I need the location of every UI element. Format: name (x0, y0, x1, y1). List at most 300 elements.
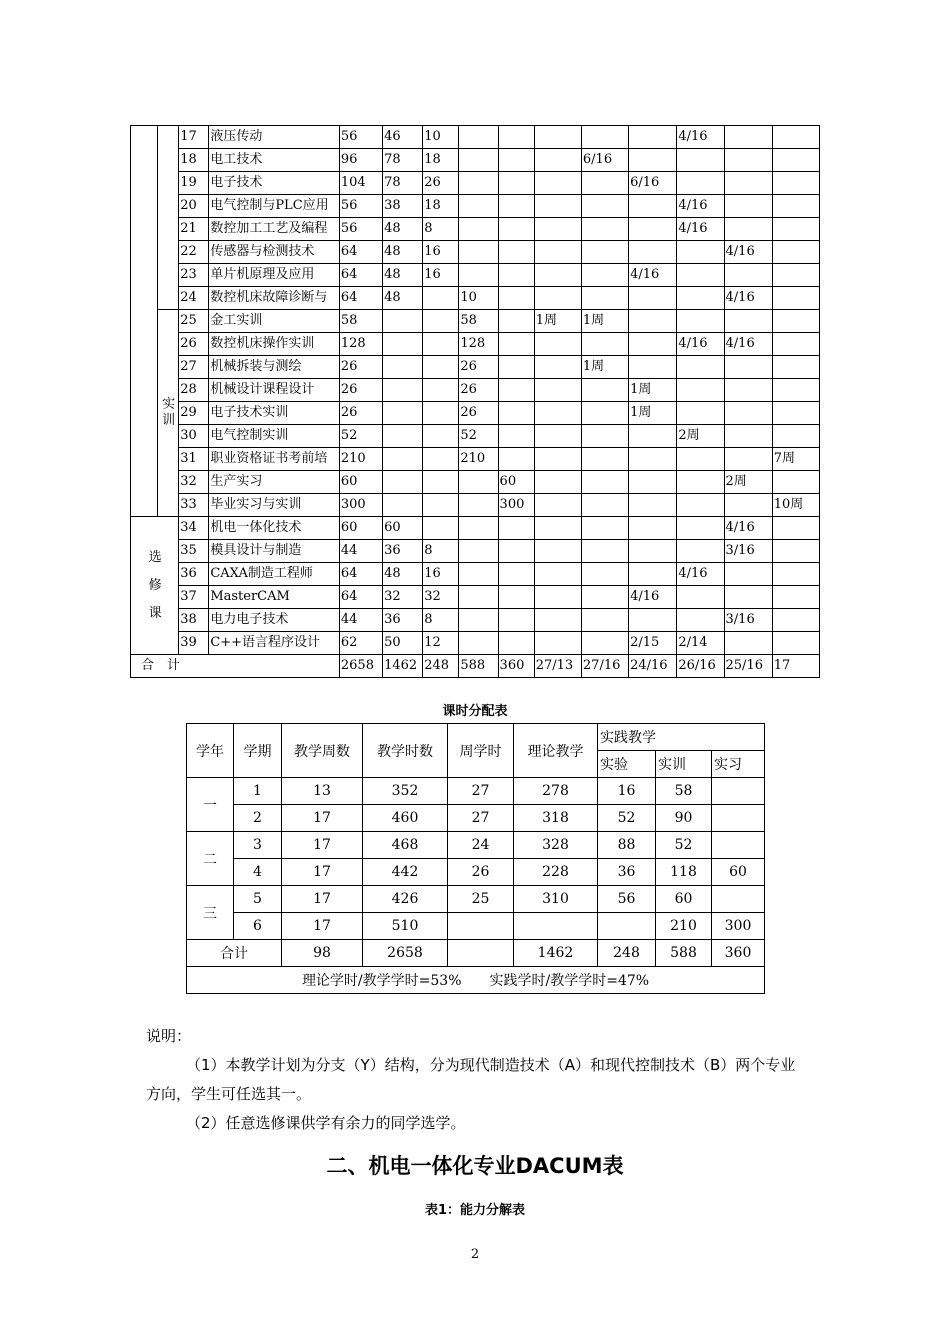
course-name: 液压传动 (209, 126, 340, 149)
table-cell: 60 (339, 471, 382, 494)
course-name: 电气控制与PLC应用 (209, 195, 340, 218)
course-name: 数控机床故障诊断与 (209, 287, 340, 310)
row-number: 30 (179, 425, 209, 448)
table-cell (581, 218, 628, 241)
table-cell (498, 379, 534, 402)
header-weekly: 周学时 (448, 724, 514, 778)
table-row (187, 832, 765, 859)
table-cell (772, 540, 819, 563)
table-cell: 17 (282, 805, 363, 832)
table-cell: 2/15 (629, 632, 677, 655)
table-cell (581, 494, 628, 517)
table-cell (581, 172, 628, 195)
group-shixun-char: 训 (162, 413, 176, 428)
table-cell (459, 632, 498, 655)
table-cell (677, 471, 724, 494)
hours-table-caption: 课时分配表 (442, 704, 508, 719)
table-cell: 60 (712, 859, 765, 886)
table-row (131, 333, 820, 356)
table-cell (459, 264, 498, 287)
table-cell: 32 (383, 586, 423, 609)
table-cell: 6/16 (629, 172, 677, 195)
table-row (131, 287, 820, 310)
row-number: 35 (179, 540, 209, 563)
table-cell: 48 (383, 287, 423, 310)
table-cell (459, 494, 498, 517)
table-cell (459, 540, 498, 563)
table-cell: 2周 (724, 471, 772, 494)
table-cell: 210 (339, 448, 382, 471)
table-cell (459, 195, 498, 218)
table-cell (534, 402, 581, 425)
table-cell (724, 149, 772, 172)
table-cell (724, 563, 772, 586)
table-cell (677, 448, 724, 471)
course-name: 毕业实习与实训 (209, 494, 340, 517)
table-cell: 4 (234, 859, 282, 886)
table-cell: 426 (363, 886, 448, 913)
table-cell (423, 448, 459, 471)
table-cell: 4/16 (677, 333, 724, 356)
table-cell (423, 471, 459, 494)
table-cell: 118 (656, 859, 712, 886)
table-cell (534, 563, 581, 586)
course-name: 电子技术 (209, 172, 340, 195)
table-cell: 2周 (677, 425, 724, 448)
table-cell (677, 379, 724, 402)
table-cell (581, 586, 628, 609)
table-cell (498, 632, 534, 655)
table-cell (534, 264, 581, 287)
table-cell (629, 310, 677, 333)
table-cell (772, 563, 819, 586)
table-cell (498, 563, 534, 586)
table-cell: 13 (282, 778, 363, 805)
table-row (131, 402, 820, 425)
table-cell (534, 241, 581, 264)
table-row (131, 517, 820, 540)
table-cell (677, 494, 724, 517)
total-cell (448, 940, 514, 967)
table-cell: 128 (459, 333, 498, 356)
year-cell: 三 (187, 886, 234, 940)
table-cell (677, 356, 724, 379)
table-cell (724, 264, 772, 287)
table-cell: 27 (448, 805, 514, 832)
table-row (131, 310, 820, 333)
table-cell: 17 (282, 859, 363, 886)
table-cell (724, 379, 772, 402)
table-cell: 3/16 (724, 609, 772, 632)
table-cell: 48 (383, 563, 423, 586)
table-cell (581, 379, 628, 402)
course-name: 生产实习 (209, 471, 340, 494)
header-theory: 理论教学 (514, 724, 598, 778)
table-cell (772, 218, 819, 241)
table-cell (724, 195, 772, 218)
row-number: 18 (179, 149, 209, 172)
table-cell (772, 333, 819, 356)
table-cell: 60 (339, 517, 382, 540)
table-cell (459, 563, 498, 586)
table-cell: 26 (423, 172, 459, 195)
table-cell: 78 (383, 149, 423, 172)
table-cell (534, 149, 581, 172)
table-cell (383, 356, 423, 379)
table-row (187, 913, 765, 940)
course-name: 职业资格证书考前培 (209, 448, 340, 471)
table-cell (772, 402, 819, 425)
table-cell (383, 379, 423, 402)
table-cell: 228 (514, 859, 598, 886)
table-cell: 26 (339, 356, 382, 379)
table-cell: 4/16 (629, 586, 677, 609)
table-cell (629, 333, 677, 356)
table-cell (724, 586, 772, 609)
table-cell (724, 172, 772, 195)
course-name: 机械设计课程设计 (209, 379, 340, 402)
table-cell (498, 425, 534, 448)
table-row (131, 425, 820, 448)
table-cell (498, 310, 534, 333)
table-cell (423, 379, 459, 402)
table-cell (534, 218, 581, 241)
table-cell: 12 (423, 632, 459, 655)
table-cell (629, 471, 677, 494)
table-cell (724, 218, 772, 241)
total-cell: 248 (423, 655, 459, 678)
page-number: 2 (470, 1247, 480, 1262)
table-cell (534, 172, 581, 195)
notes (146, 1022, 806, 1138)
table-cell: 210 (656, 913, 712, 940)
table-cell (772, 172, 819, 195)
table-cell: 48 (383, 264, 423, 287)
table-cell: 4/16 (724, 333, 772, 356)
table-cell: 4/16 (677, 218, 724, 241)
table-cell (677, 310, 724, 333)
table-cell (459, 471, 498, 494)
table-cell (581, 471, 628, 494)
table-cell (772, 310, 819, 333)
table-cell (772, 471, 819, 494)
table-cell: 104 (339, 172, 382, 195)
table-cell (629, 448, 677, 471)
table-cell: 62 (339, 632, 382, 655)
table-cell (383, 494, 423, 517)
table-cell: 5 (234, 886, 282, 913)
course-name: C++语言程序设计 (209, 632, 340, 655)
table-cell (677, 287, 724, 310)
total-cell: 27/13 (534, 655, 581, 678)
course-name: 电气控制实训 (209, 425, 340, 448)
table-cell: 128 (339, 333, 382, 356)
section-title: 二、机电一体化专业DACUM表 (326, 1154, 624, 1178)
total-cell: 98 (282, 940, 363, 967)
table-cell (423, 287, 459, 310)
table-cell: 64 (339, 287, 382, 310)
table-cell: 38 (383, 195, 423, 218)
table-cell: 17 (282, 886, 363, 913)
table-row (131, 448, 820, 471)
table-cell (459, 241, 498, 264)
table-row (131, 563, 820, 586)
hours-allocation-table (186, 723, 765, 994)
table-row (131, 471, 820, 494)
course-name: 金工实训 (209, 310, 340, 333)
table-cell (514, 913, 598, 940)
course-name: 数控加工工艺及编程 (209, 218, 340, 241)
table-cell (534, 609, 581, 632)
table-cell (629, 287, 677, 310)
table-cell (724, 632, 772, 655)
table-cell (772, 379, 819, 402)
table-cell (581, 402, 628, 425)
row-number: 21 (179, 218, 209, 241)
table-cell: 36 (598, 859, 656, 886)
table-cell (383, 333, 423, 356)
table-cell (724, 402, 772, 425)
header-year: 学年 (187, 724, 234, 778)
table-cell (459, 172, 498, 195)
table-cell (629, 241, 677, 264)
table-cell: 26 (339, 379, 382, 402)
table-cell (534, 126, 581, 149)
total-row (187, 940, 765, 967)
table-cell (498, 586, 534, 609)
table-cell (498, 195, 534, 218)
table-cell: 6/16 (581, 149, 628, 172)
table-cell: 2 (234, 805, 282, 832)
table-cell: 58 (459, 310, 498, 333)
table-cell (772, 586, 819, 609)
table-row (131, 586, 820, 609)
table-cell: 1周 (534, 310, 581, 333)
table-cell: 60 (383, 517, 423, 540)
table-cell (629, 494, 677, 517)
table-cell: 17 (282, 832, 363, 859)
table-cell (581, 241, 628, 264)
table-cell: 1周 (581, 356, 628, 379)
table-cell: 3/16 (724, 540, 772, 563)
header-exp: 实验 (598, 751, 656, 778)
row-number: 24 (179, 287, 209, 310)
table-cell (534, 425, 581, 448)
table-cell (724, 126, 772, 149)
table-cell (724, 425, 772, 448)
row-number: 33 (179, 494, 209, 517)
table-cell (581, 264, 628, 287)
table-cell (423, 310, 459, 333)
table-row (131, 149, 820, 172)
table-cell: 26 (459, 379, 498, 402)
table-cell: 510 (363, 913, 448, 940)
table-cell: 52 (339, 425, 382, 448)
total-cell: 588 (459, 655, 498, 678)
table-cell (459, 586, 498, 609)
row-number: 25 (179, 310, 209, 333)
table-cell: 52 (598, 805, 656, 832)
table-cell (772, 264, 819, 287)
table-cell (459, 609, 498, 632)
table-cell (498, 126, 534, 149)
table-cell: 8 (423, 218, 459, 241)
table-row (131, 264, 820, 287)
table-cell: 16 (423, 563, 459, 586)
total-label: 合 计 (131, 655, 340, 678)
table-cell (383, 310, 423, 333)
table-cell: 90 (656, 805, 712, 832)
table-cell: 300 (339, 494, 382, 517)
table-row (131, 494, 820, 517)
table-cell (712, 886, 765, 913)
table-cell: 352 (363, 778, 448, 805)
table-cell (423, 517, 459, 540)
table-cell (772, 609, 819, 632)
table-cell (498, 218, 534, 241)
table-cell (598, 913, 656, 940)
row-number: 23 (179, 264, 209, 287)
table-cell (581, 287, 628, 310)
table-cell (534, 586, 581, 609)
table-cell: 64 (339, 563, 382, 586)
table-cell (712, 805, 765, 832)
table-row (131, 609, 820, 632)
table-cell: 3 (234, 832, 282, 859)
table-cell (498, 402, 534, 425)
table-cell (772, 149, 819, 172)
table-cell (459, 126, 498, 149)
total-cell: 248 (598, 940, 656, 967)
table-cell: 16 (423, 241, 459, 264)
row-number: 38 (179, 609, 209, 632)
table-cell (724, 494, 772, 517)
table-cell (724, 356, 772, 379)
table-cell (677, 609, 724, 632)
table-cell (423, 494, 459, 517)
table-cell: 4/16 (724, 241, 772, 264)
notes-line-1: （1）本教学计划为分支（Y）结构，分为现代制造技术（A）和现代控制技术（B）两个专业方向，学生可任选其一。 (146, 1056, 796, 1103)
table-cell: 7周 (772, 448, 819, 471)
row-number: 31 (179, 448, 209, 471)
table-cell (534, 287, 581, 310)
table-cell: 1周 (581, 310, 628, 333)
table-cell: 8 (423, 609, 459, 632)
total-cell: 25/16 (724, 655, 772, 678)
table-cell: 25 (448, 886, 514, 913)
table-cell (498, 241, 534, 264)
table-cell: 4/16 (677, 563, 724, 586)
total-label: 合计 (187, 940, 282, 967)
table-cell: 96 (339, 149, 382, 172)
header-practice: 实践教学 (598, 724, 765, 751)
table-cell (534, 632, 581, 655)
table-row (187, 886, 765, 913)
total-cell: 27/16 (581, 655, 628, 678)
group-xuanxiu-char: 选 (148, 549, 162, 565)
header-hours: 教学时数 (363, 724, 448, 778)
table-cell (498, 448, 534, 471)
table-cell (534, 494, 581, 517)
table-cell: 16 (598, 778, 656, 805)
total-cell: 360 (712, 940, 765, 967)
table-cell: 26 (459, 402, 498, 425)
course-name: 电力电子技术 (209, 609, 340, 632)
total-row (131, 655, 820, 678)
table-cell (629, 126, 677, 149)
table-cell: 2/14 (677, 632, 724, 655)
course-name: 机械拆装与测绘 (209, 356, 340, 379)
table-cell: 210 (459, 448, 498, 471)
table-cell (498, 517, 534, 540)
course-name: 电工技术 (209, 149, 340, 172)
row-number: 39 (179, 632, 209, 655)
total-cell: 1462 (383, 655, 423, 678)
table-cell: 4/16 (724, 287, 772, 310)
ratio-text: 理论学时/教学学时=53% 实践学时/教学学时=47% (187, 967, 765, 994)
total-cell: 17 (772, 655, 819, 678)
table-cell: 52 (656, 832, 712, 859)
table-cell: 78 (383, 172, 423, 195)
table-cell: 64 (339, 586, 382, 609)
group-shixun (158, 310, 179, 517)
table-cell: 310 (514, 886, 598, 913)
table-cell (772, 425, 819, 448)
row-number: 32 (179, 471, 209, 494)
table-cell: 6 (234, 913, 282, 940)
total-cell: 26/16 (677, 655, 724, 678)
table-cell: 27 (448, 778, 514, 805)
table-cell (534, 448, 581, 471)
course-name: 模具设计与制造 (209, 540, 340, 563)
table-cell (581, 563, 628, 586)
table-cell (724, 310, 772, 333)
row-number: 19 (179, 172, 209, 195)
table-cell (581, 540, 628, 563)
table-row (187, 859, 765, 886)
table-row (131, 356, 820, 379)
table-cell (772, 195, 819, 218)
table-cell: 10 (423, 126, 459, 149)
table-cell (581, 195, 628, 218)
total-cell: 2658 (363, 940, 448, 967)
notes-title: 说明： (146, 1027, 192, 1045)
table-cell: 468 (363, 832, 448, 859)
table-cell (581, 609, 628, 632)
table-cell (498, 333, 534, 356)
table-cell (772, 241, 819, 264)
table-row (131, 632, 820, 655)
table-caption: 表1：能力分解表 (424, 1203, 526, 1218)
table-cell: 64 (339, 241, 382, 264)
table-cell (459, 517, 498, 540)
row-number: 28 (179, 379, 209, 402)
table-cell: 26 (339, 402, 382, 425)
course-name: CAXA制造工程师 (209, 563, 340, 586)
total-cell: 1462 (514, 940, 598, 967)
table-cell: 318 (514, 805, 598, 832)
table-cell: 1周 (629, 379, 677, 402)
table-cell (772, 126, 819, 149)
table-cell (383, 471, 423, 494)
total-cell: 2658 (339, 655, 382, 678)
table-row (131, 126, 820, 149)
table-cell: 18 (423, 195, 459, 218)
table-cell (534, 333, 581, 356)
table-cell: 56 (598, 886, 656, 913)
table-cell (534, 379, 581, 402)
table-cell: 58 (656, 778, 712, 805)
